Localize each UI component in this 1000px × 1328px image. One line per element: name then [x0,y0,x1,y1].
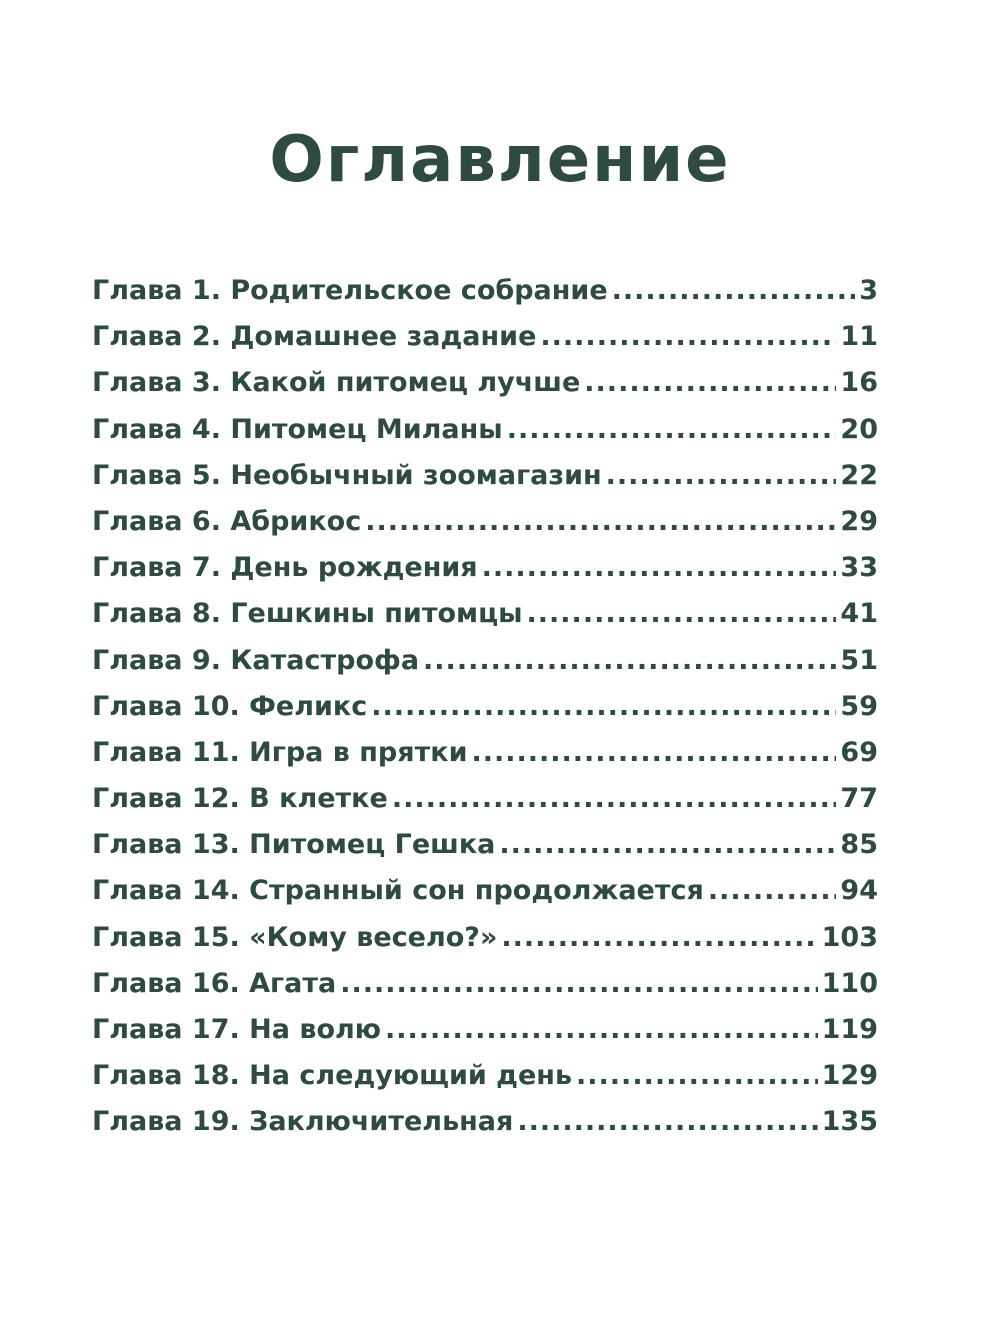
dot-leader [423,638,836,684]
toc-entry [92,915,878,961]
dot-leader [365,499,836,545]
chapter-title: Глава 14. Странный сон продолжается [92,875,704,907]
toc-entry [92,776,878,822]
page-number: 33 [840,552,878,584]
chapter-title: Глава 12. В клетке [92,783,388,815]
chapter-title: Глава 4. Питомец Миланы [92,413,503,445]
dot-leader [385,1007,818,1053]
chapter-title: Глава 17. На волю [92,1014,382,1045]
page-number: 16 [840,367,878,399]
page-number: 135 [821,1106,878,1138]
dot-leader [482,545,837,591]
dot-leader [517,1099,817,1145]
chapter-title: Глава 6. Абрикос [92,505,362,537]
toc-entry [92,961,878,1007]
table-of-contents [92,268,878,1146]
page-number: 22 [840,459,878,491]
chapter-title: Глава 13. Питомец Гешка [92,829,496,861]
dot-leader [471,730,836,776]
chapter-title: Глава 11. Игра в прятки [92,736,468,768]
dot-leader [527,591,837,637]
toc-entry [92,545,878,591]
page-number: 129 [821,1060,878,1092]
page-title: Оглавление [269,123,731,197]
chapter-title: Глава 10. Феликс [92,690,368,722]
dot-leader [392,776,837,822]
chapter-title: Глава 9. Катастрофа [92,644,420,676]
chapter-title: Глава 3. Какой питомец лучше [92,367,581,399]
toc-entry [92,314,878,360]
page-number: 59 [840,690,878,722]
chapter-title: Глава 16. Агата [92,967,337,999]
dot-leader [576,1053,818,1099]
dot-leader [507,407,837,453]
dot-leader [612,268,856,314]
dot-leader [501,915,817,961]
dot-leader [708,868,837,914]
toc-entry [92,407,878,453]
page-number: 77 [840,783,878,815]
dot-leader [540,314,836,360]
page-number: 11 [840,321,878,353]
toc-entry [92,730,878,776]
page-number: 69 [840,736,878,768]
page-number: 20 [840,413,878,445]
dot-leader [340,961,817,1007]
toc-entry [92,868,878,914]
toc-entry [92,360,878,406]
chapter-title: Глава 7. День рождения [92,552,478,584]
toc-entry [92,591,878,637]
chapter-title: Глава 1. Родительское собрание [92,275,608,306]
toc-entry [92,268,878,314]
chapter-title: Глава 19. Заключительная [92,1106,514,1138]
dot-leader [606,453,837,499]
page-number: 29 [840,505,878,537]
toc-entry [92,1053,878,1099]
toc-entry [92,499,878,545]
chapter-title: Глава 2. Домашнее задание [92,321,537,353]
chapter-title: Глава 18. На следующий день [92,1060,573,1092]
toc-entry [92,638,878,684]
toc-entry [92,822,878,868]
dot-leader [499,822,836,868]
toc-entry [92,453,878,499]
chapter-title: Глава 15. «Кому весело?» [92,921,498,953]
page-number: 51 [840,644,878,676]
page-number: 3 [859,275,878,306]
toc-entry [92,1007,878,1053]
page-number: 85 [840,829,878,861]
page-number: 94 [840,875,878,907]
page-number: 119 [821,1014,878,1045]
page-number: 103 [821,921,878,953]
dot-leader [371,684,836,730]
page-number: 110 [821,967,878,999]
toc-entry [92,1099,878,1145]
dot-leader [584,360,836,406]
chapter-title: Глава 8. Гешкины питомцы [92,598,523,630]
page-number: 41 [840,598,878,630]
chapter-title: Глава 5. Необычный зоомагазин [92,459,602,491]
toc-entry [92,684,878,730]
